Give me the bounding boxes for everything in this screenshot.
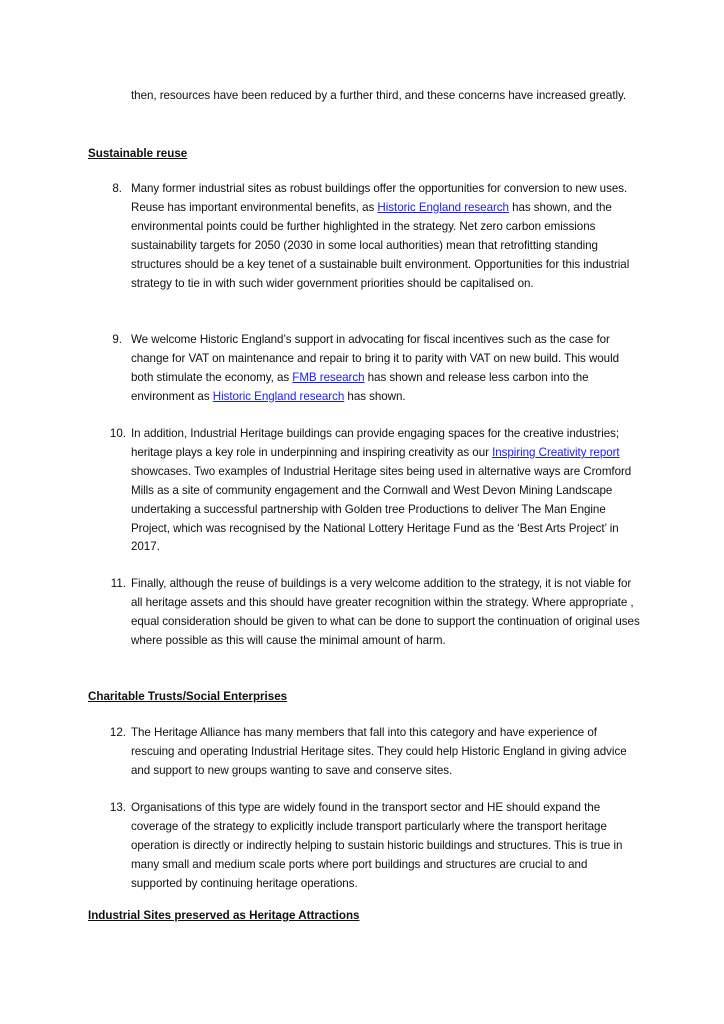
item-text: In addition, Industrial Heritage buildings can provide engaging spaces for the creative industries; heritage plays a key role in underpinning and inspiring creativity as our (131, 427, 620, 459)
list-item: Finally, although the reuse of buildings is a very welcome addition to the strategy, it is not viable for all heritage assets and this should have greater recognition within the strategy. Where appropriate , equal consideration should be given to what can be done to support the continuation of original uses where possible as this will cause the minimal amount of harm. (131, 577, 640, 647)
list-item (131, 331, 641, 407)
heading-sustainable-reuse: Sustainable reuse (88, 147, 188, 160)
item-number: 10. (109, 427, 126, 440)
item-number: 13. (109, 801, 126, 814)
item-text: has shown, and the environmental points could be further highlighted in the strategy. Net zero carbon emissions sustainability targets for 2050 (2030 in some local authorities) mean that retrofitting standing structures should be a key tenet of a sustainable built environment. Opportunities for this industrial strategy to tie in with such wider government priorities should be capitalised on. (131, 200, 630, 290)
item-number: 9. (112, 333, 122, 346)
historic-england-research-link[interactable]: Historic England research (212, 389, 345, 403)
inspiring-creativity-report-link[interactable]: Inspiring Creativity report (492, 445, 620, 459)
item-number: 12. (109, 726, 126, 739)
item-text: has shown. (344, 389, 406, 403)
item-text: showcases. Two examples of Industrial Heritage sites being used in alternative ways are Cromford Mills as a site of community engagement and the Cornwall and West Devon Mining Landscape undertaking a successful partnership with Golden tree Productions to deliver The Man Engine Project, which was recognised by the National Lottery Heritage Fund as the ‘Best Arts Project’ in 2017. (131, 464, 632, 554)
list-item (131, 180, 641, 293)
item-text: has shown and release less carbon into the environment as (131, 370, 589, 403)
fmb-research-link[interactable]: FMB research (292, 370, 365, 384)
historic-england-research-link[interactable]: Historic England research (377, 200, 509, 214)
item-text: We welcome Historic England’s support in advocating for fiscal incentives such as the case for change for VAT on maintenance and repair to bring it to parity with VAT on new build. This would both stimulate the economy, as (131, 333, 619, 384)
heading-industrial-sites: Industrial Sites preserved as Heritage Attractions (88, 909, 360, 922)
intro-paragraph: then, resources have been reduced by a further third, and these concerns have increased greatly. (131, 89, 627, 102)
list-item: The Heritage Alliance has many members that fall into this category and have experience of rescuing and operating Industrial Heritage sites. They could help Historic England in giving advice and support to new groups wanting to save and conserve sites. (131, 726, 627, 777)
list-item: Organisations of this type are widely found in the transport sector and HE should expand the coverage of the strategy to explicitly include transport particularly where the transport heritage operation is directly or indirectly helping to sustain historic buildings and structures. This is true in many small and medium scale ports where port buildings and structures are crucial to and supported by continuing heritage operations. (131, 801, 623, 890)
item-text: Many former industrial sites as robust buildings offer the opportunities for conversion to new uses. Reuse has important environmental benefits, as (131, 182, 628, 214)
item-number: 11. (110, 577, 126, 590)
item-number: 8. (112, 182, 122, 195)
list-item (131, 425, 641, 557)
heading-charitable-trusts: Charitable Trusts/Social Enterprises (88, 690, 288, 703)
